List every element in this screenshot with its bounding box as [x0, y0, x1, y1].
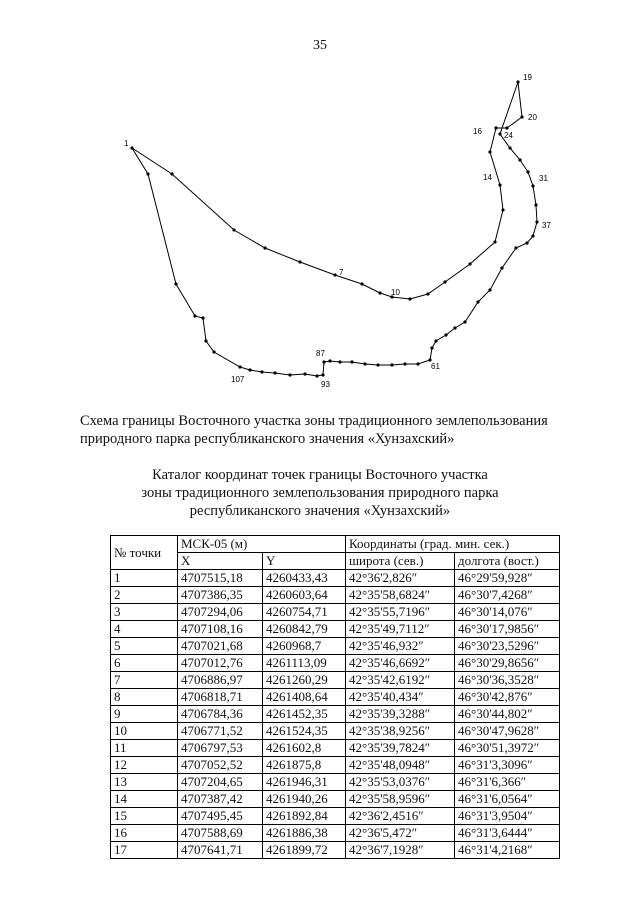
header-x: X [178, 553, 263, 570]
header-lon: долгота (вост.) [455, 553, 560, 570]
point-labels [124, 73, 551, 389]
boundary-vertex [534, 203, 537, 206]
boundary-vertex [390, 363, 393, 366]
cell-x: 4707515,18 [178, 570, 263, 587]
boundary-vertex [531, 234, 534, 237]
cell-x: 4707204,65 [178, 774, 263, 791]
boundary-vertex [408, 297, 411, 300]
point-label-87: 87 [316, 349, 325, 358]
point-label-7: 7 [339, 268, 344, 277]
boundary-vertex [273, 371, 276, 374]
table-row [111, 655, 560, 672]
header-coords: Координаты (град. мин. сек.) [346, 536, 560, 553]
page-number: 35 [313, 38, 327, 53]
cell-point-no: 9 [111, 706, 178, 723]
boundary-vertex [328, 359, 331, 362]
cell-point-no: 4 [111, 621, 178, 638]
boundary-vertex [531, 184, 534, 187]
cell-lon: 46°31'3,6444″ [455, 825, 560, 842]
boundary-vertex [193, 314, 196, 317]
cell-y: 4261886,38 [263, 825, 346, 842]
point-label-14: 14 [483, 173, 492, 182]
cell-x: 4707108,16 [178, 621, 263, 638]
boundary-vertex [263, 246, 266, 249]
cell-x: 4706784,36 [178, 706, 263, 723]
point-label-31: 31 [539, 174, 548, 183]
cell-point-no: 16 [111, 825, 178, 842]
table-row [111, 689, 560, 706]
cell-point-no: 10 [111, 723, 178, 740]
cell-x: 4707641,71 [178, 842, 263, 859]
cell-y: 4261602,8 [263, 740, 346, 757]
boundary-vertex [488, 288, 491, 291]
cell-y: 4260968,7 [263, 638, 346, 655]
catalog-title-line-3: республиканского значения «Хунзахский» [189, 503, 451, 519]
cell-point-no: 11 [111, 740, 178, 757]
boundary-vertex [444, 333, 447, 336]
cell-lat: 42°35'40,434″ [346, 689, 455, 706]
cell-x: 4707021,68 [178, 638, 263, 655]
table-row [111, 791, 560, 808]
boundary-vertex [288, 373, 291, 376]
boundary-vertex [403, 362, 406, 365]
boundary-vertex [378, 291, 381, 294]
cell-lat: 42°35'42,6192″ [346, 672, 455, 689]
boundary-vertex [526, 170, 529, 173]
cell-lon: 46°31'3,3096″ [455, 757, 560, 774]
boundary-vertex [434, 339, 437, 342]
cell-point-no: 7 [111, 672, 178, 689]
boundary-vertex [238, 365, 241, 368]
table-row [111, 638, 560, 655]
cell-x: 4707588,69 [178, 825, 263, 842]
boundary-vertex [525, 241, 528, 244]
cell-point-no: 1 [111, 570, 178, 587]
point-label-10: 10 [391, 288, 400, 297]
cell-lat: 42°36'2,826″ [346, 570, 455, 587]
table-row [111, 757, 560, 774]
scheme-caption-line-2: природного парка республиканского значения «Хунзахский» [80, 431, 455, 447]
cell-lon: 46°30'17,9856″ [455, 621, 560, 638]
cell-lat: 42°35'48,0948″ [346, 757, 455, 774]
cell-y: 4261875,8 [263, 757, 346, 774]
point-label-19: 19 [523, 73, 532, 82]
cell-point-no: 3 [111, 604, 178, 621]
cell-lon: 46°30'51,3972″ [455, 740, 560, 757]
table-row [111, 587, 560, 604]
cell-point-no: 15 [111, 808, 178, 825]
cell-lat: 42°35'46,932″ [346, 638, 455, 655]
boundary-vertex [516, 80, 519, 83]
point-label-61: 61 [431, 362, 440, 371]
point-label-107: 107 [231, 375, 245, 384]
cell-lat: 42°35'53,0376″ [346, 774, 455, 791]
cell-lat: 42°36'7,1928″ [346, 842, 455, 859]
cell-y: 4261113,09 [263, 655, 346, 672]
table-row [111, 825, 560, 842]
cell-point-no: 6 [111, 655, 178, 672]
point-label-1: 1 [124, 139, 129, 148]
cell-x: 4707387,42 [178, 791, 263, 808]
boundary-vertex [520, 115, 523, 118]
table-row [111, 842, 560, 859]
boundary-vertex [201, 316, 204, 319]
point-label-24: 24 [504, 131, 513, 140]
boundary-vertex [430, 346, 433, 349]
cell-lon: 46°30'29,8656″ [455, 655, 560, 672]
boundary-vertex [333, 273, 336, 276]
scheme-caption-line-1: Схема границы Восточного участка зоны традиционного землепользования [80, 413, 548, 429]
cell-point-no: 17 [111, 842, 178, 859]
boundary-vertex [505, 126, 508, 129]
boundary-vertex [426, 292, 429, 295]
boundary-vertex [488, 150, 491, 153]
table-row [111, 774, 560, 791]
boundary-vertex [130, 146, 133, 149]
cell-x: 4706886,97 [178, 672, 263, 689]
boundary-vertex [514, 246, 517, 249]
cell-y: 4261892,84 [263, 808, 346, 825]
boundary-vertex [535, 220, 538, 223]
table-row [111, 740, 560, 757]
cell-y: 4261940,26 [263, 791, 346, 808]
table-row [111, 706, 560, 723]
point-label-93: 93 [321, 380, 330, 389]
cell-point-no: 2 [111, 587, 178, 604]
cell-y: 4260603,64 [263, 587, 346, 604]
boundary-vertex [315, 374, 318, 377]
point-label-37: 37 [542, 221, 551, 230]
boundary-vertex [508, 146, 511, 149]
boundary-vertex [174, 282, 177, 285]
boundary-vertex [260, 370, 263, 373]
cell-y: 4261899,72 [263, 842, 346, 859]
header-point-no: № точки [111, 536, 178, 570]
coordinates-table [110, 535, 560, 859]
cell-lat: 42°36'5,472″ [346, 825, 455, 842]
cell-lon: 46°30'23,5296″ [455, 638, 560, 655]
table-subheader-row [111, 553, 560, 570]
cell-x: 4707012,76 [178, 655, 263, 672]
cell-lon: 46°29'59,928″ [455, 570, 560, 587]
cell-lat: 42°35'49,7112″ [346, 621, 455, 638]
cell-point-no: 8 [111, 689, 178, 706]
cell-lat: 42°35'38,9256″ [346, 723, 455, 740]
boundary-vertex [212, 350, 215, 353]
boundary-vertex [501, 208, 504, 211]
boundary-vertex [360, 282, 363, 285]
header-y: Y [263, 553, 346, 570]
boundary-vertex [463, 320, 466, 323]
cell-x: 4707495,45 [178, 808, 263, 825]
cell-lon: 46°31'6,0564″ [455, 791, 560, 808]
cell-point-no: 14 [111, 791, 178, 808]
boundary-vertex [498, 183, 501, 186]
header-lat: широта (сев.) [346, 553, 455, 570]
table-header-row [111, 536, 560, 553]
boundary-vertex [493, 240, 496, 243]
cell-x: 4706818,71 [178, 689, 263, 706]
boundary-vertex [416, 362, 419, 365]
cell-lon: 46°30'47,9628″ [455, 723, 560, 740]
table-row [111, 808, 560, 825]
cell-lat: 42°35'58,9596″ [346, 791, 455, 808]
boundary-vertices [130, 80, 538, 377]
boundary-vertex [204, 339, 207, 342]
scheme-caption [80, 412, 600, 448]
table-row [111, 570, 560, 587]
catalog-title-line-1: Каталог координат точек границы Восточного участка [152, 467, 488, 483]
boundary-vertex [498, 132, 501, 135]
cell-y: 4261260,29 [263, 672, 346, 689]
point-label-20: 20 [528, 113, 537, 122]
boundary-vertex [476, 300, 479, 303]
boundary-vertex [500, 266, 503, 269]
boundary-vertex [322, 360, 325, 363]
catalog-title-line-2: зоны традиционного землепользования природного парка [141, 485, 499, 501]
cell-x: 4707294,06 [178, 604, 263, 621]
cell-x: 4706797,53 [178, 740, 263, 757]
boundary-vertex [338, 360, 341, 363]
cell-lon: 46°30'7,4268″ [455, 587, 560, 604]
cell-point-no: 13 [111, 774, 178, 791]
cell-y: 4261408,64 [263, 689, 346, 706]
cell-lon: 46°31'4,2168″ [455, 842, 560, 859]
boundary-vertex [443, 280, 446, 283]
cell-point-no: 5 [111, 638, 178, 655]
cell-lon: 46°30'44,802″ [455, 706, 560, 723]
boundary-vertex [518, 158, 521, 161]
cell-lon: 46°31'6,366″ [455, 774, 560, 791]
boundary-vertex [146, 172, 149, 175]
boundary-vertex [232, 228, 235, 231]
cell-point-no: 12 [111, 757, 178, 774]
table-row [111, 604, 560, 621]
boundary-scheme [0, 0, 640, 400]
cell-y: 4260433,43 [263, 570, 346, 587]
cell-lon: 46°30'14,076″ [455, 604, 560, 621]
boundary-vertex [494, 126, 497, 129]
cell-lat: 42°35'55,7196″ [346, 604, 455, 621]
boundary-vertex [248, 368, 251, 371]
header-msk: МСК-05 (м) [178, 536, 346, 553]
cell-lat: 42°35'46,6692″ [346, 655, 455, 672]
boundary-vertex [453, 326, 456, 329]
boundary-vertex [321, 373, 324, 376]
cell-y: 4260754,71 [263, 604, 346, 621]
cell-y: 4261452,35 [263, 706, 346, 723]
cell-x: 4706771,52 [178, 723, 263, 740]
table-body [111, 570, 560, 859]
cell-y: 4261524,35 [263, 723, 346, 740]
table-row [111, 621, 560, 638]
table-row [111, 723, 560, 740]
boundary-vertex [298, 260, 301, 263]
cell-lat: 42°35'39,3288″ [346, 706, 455, 723]
cell-x: 4707386,35 [178, 587, 263, 604]
boundary-vertex [350, 360, 353, 363]
cell-lat: 42°35'39,7824″ [346, 740, 455, 757]
boundary-vertex [363, 362, 366, 365]
cell-y: 4260842,79 [263, 621, 346, 638]
catalog-title [60, 466, 580, 520]
boundary-vertex [376, 363, 379, 366]
cell-lon: 46°30'42,876″ [455, 689, 560, 706]
table-row [111, 672, 560, 689]
boundary-vertex [303, 372, 306, 375]
point-label-16: 16 [473, 127, 482, 136]
cell-lon: 46°30'36,3528″ [455, 672, 560, 689]
cell-lat: 42°36'2,4516″ [346, 808, 455, 825]
cell-y: 4261946,31 [263, 774, 346, 791]
cell-lat: 42°35'58,6824″ [346, 587, 455, 604]
boundary-vertex [170, 172, 173, 175]
boundary-vertex [468, 262, 471, 265]
cell-x: 4707052,52 [178, 757, 263, 774]
cell-lon: 46°31'3,9504″ [455, 808, 560, 825]
